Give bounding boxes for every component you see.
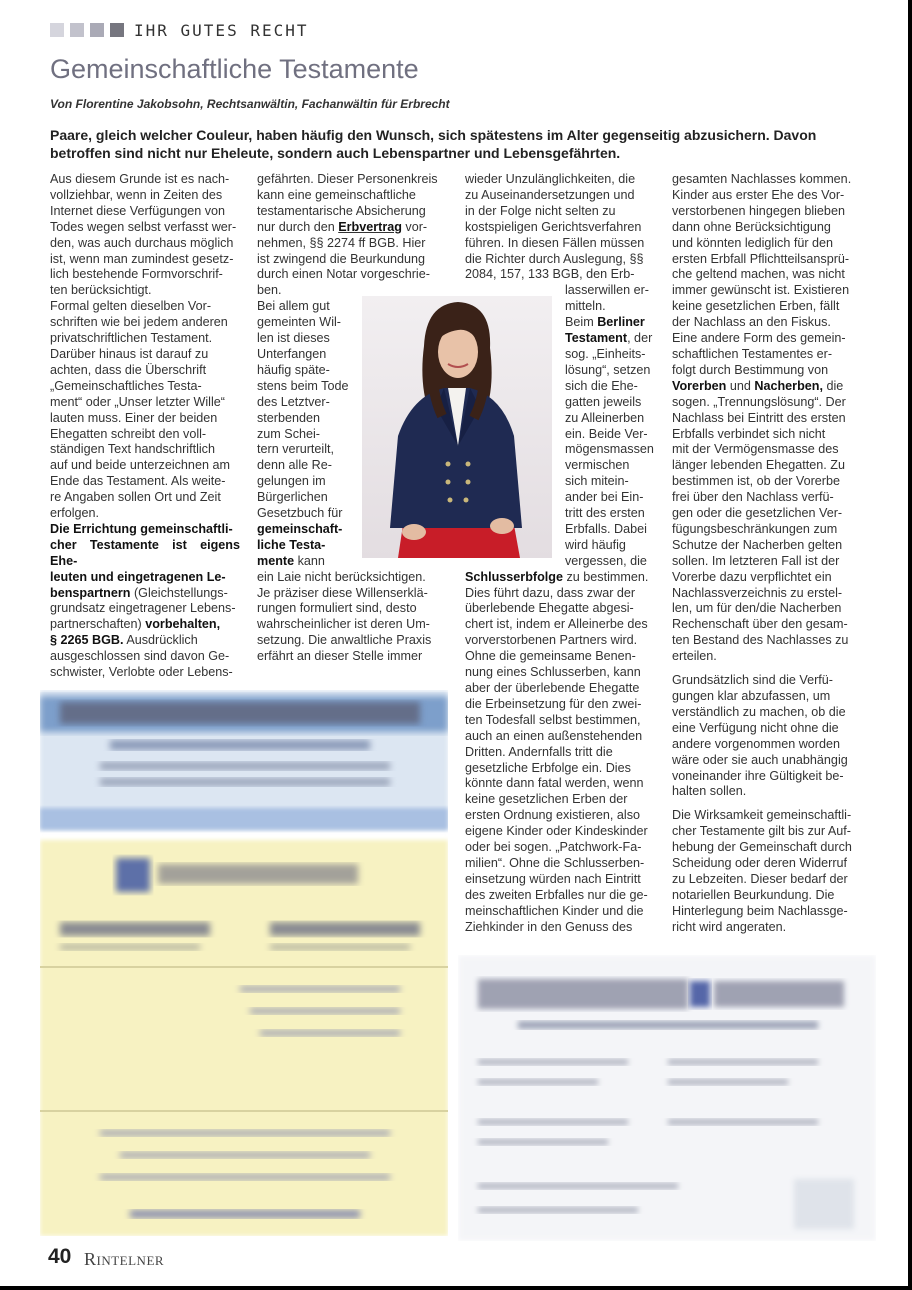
text-line: schriften wie bei jedem anderen: [50, 315, 228, 330]
text-line: len, um für den/die Nacherben: [672, 601, 842, 616]
text-line: nehmen, §§ 2274 ff BGB. Hier: [257, 235, 426, 250]
ad-blocks-illustration: [40, 690, 448, 1236]
text-line: vollziehbar, wenn in Zeiten des: [50, 187, 223, 202]
text-line: Die Wirksamkeit gemeinschaftli-: [672, 808, 852, 823]
text-line: in der Folge nicht selten zu: [465, 203, 616, 218]
text-line: Schutze der Nacherben gelten: [672, 537, 843, 552]
text-line: vorverstorbenen Partners wird.: [465, 633, 638, 648]
text-line: verstorbenen hingegen blieben: [672, 203, 845, 218]
text-line: schaftlichen Testamentes er-: [672, 346, 833, 361]
text-line: keine gesetzlichen Erben der: [465, 792, 628, 807]
paragraph-wrapped-around-photo: [565, 283, 655, 569]
bold-text: Schlusserbfolge: [465, 569, 563, 584]
bold-text: vorbehalten,: [145, 617, 221, 632]
text-line: ersten Ordnung existieren, also: [465, 808, 641, 823]
text-line: frei über den Nachlass verfü-: [672, 490, 834, 505]
text-fragment: , der: [627, 331, 653, 346]
paragraph: [672, 673, 862, 800]
text-line: lasserwillen er-: [565, 283, 649, 298]
text-fragment: Beim: [565, 315, 598, 330]
text-fragment: zu bestimmen.: [562, 569, 649, 584]
text-line: Nachlassverzeichnis zu erstel-: [672, 585, 843, 600]
text-line: mitteln.: [565, 299, 606, 314]
bold-text: § 2265 BGB.: [50, 633, 124, 648]
text-line: der Nachlass an den Fiskus.: [672, 315, 831, 330]
text-line: rungen formuliert sind, desto: [257, 601, 417, 616]
text-line: sich mitein-: [565, 474, 629, 489]
text-line: Grundsätzlich sind die Verfü-: [672, 673, 834, 688]
text-fragment: Ausdrücklich: [123, 633, 198, 648]
text-fragment: [257, 299, 348, 520]
text-line: cher Testamente gilt bis zur Auf-: [672, 824, 851, 839]
text-fragment: [672, 395, 848, 664]
text-line: Kinder aus erster Ehe des Vor-: [672, 187, 845, 202]
text-line: den, was auch durchaus möglich: [50, 235, 234, 250]
rubric-square: [70, 23, 84, 37]
magazine-name: [84, 1249, 164, 1270]
text-line: ausgeschlossen sind davon Ge-: [50, 649, 230, 664]
paragraph: [257, 570, 447, 665]
text-line: tritt des ersten: [565, 506, 645, 521]
text-fragment: [565, 283, 649, 313]
paragraph: [257, 172, 447, 299]
paragraph: [50, 299, 240, 522]
text-line: überlebende Ehegatte abgesi-: [465, 601, 634, 616]
text-line: zu Lebzeiten. Dieser bedarf der: [672, 871, 848, 886]
text-line: sogen. „Trennungslösung“. Der: [672, 394, 846, 409]
text-line: Ehegatten schreibt den voll-: [50, 426, 207, 441]
text-line: ist zwingend die Beurkundung: [257, 251, 426, 266]
text-line: lösung“, setzen: [565, 362, 651, 377]
text-line: Je präziser diese Willenserklä-: [257, 585, 428, 600]
text-line: fügungsbeschränkungen zum: [672, 521, 838, 536]
text-line: zu Auseinandersetzungen und: [465, 187, 635, 202]
text-fragment: kann: [294, 553, 325, 568]
text-line: die Erbeinsetzung für den zwei-: [465, 696, 642, 711]
text-line: gemeinten Wil-: [257, 315, 341, 330]
text-line: eigene Kinder oder Kindeskinder: [465, 824, 648, 839]
text-fragment: nur durch den: [257, 219, 339, 234]
text-line: ander bei Ein-: [565, 490, 644, 505]
erbvertrag-term: Erbvertrag: [338, 219, 402, 234]
text-line: len ist dieses: [257, 331, 330, 346]
magazine-name-rest: INTELNER: [96, 1253, 165, 1268]
text-line: kostspieligen Gerichtsverfahren: [465, 219, 642, 234]
text-line: keine gesetzlichen Erben, fällt: [672, 299, 840, 314]
text-line: auf und beide unterzeichnen am: [50, 458, 230, 473]
text-line: ein Laie nicht berücksichtigen.: [257, 569, 426, 584]
text-line: schwister, Verlobte oder Lebens-: [50, 665, 233, 680]
text-column-4: [672, 172, 862, 936]
text-line: des Letztver-: [257, 394, 330, 409]
text-line: und könnten lediglich für den: [672, 235, 834, 250]
bold-text: mente: [257, 553, 295, 568]
text-line: Formal gelten dieselben Vor-: [50, 299, 212, 314]
text-line: des zweiten Erbfalles nur die ge-: [465, 887, 648, 902]
text-line: wahrscheinlicher ist deren Um-: [257, 617, 430, 632]
text-fragment: [672, 331, 846, 377]
text-line: erfolgen.: [50, 506, 100, 521]
text-line: wieder Unzulänglichkeiten, die: [465, 172, 636, 186]
text-fragment: [257, 236, 430, 298]
text-line: führen. In diesen Fällen müssen: [465, 235, 645, 250]
text-line: gefährten. Dieser Personenkreis: [257, 172, 438, 186]
text-line: che geltend machen, was nicht: [672, 267, 845, 282]
text-line: hebung der Gemeinschaft durch: [672, 840, 852, 855]
text-line: immer gewünscht ist. Existieren: [672, 283, 850, 298]
blurred-advertisement-right: [458, 955, 876, 1241]
text-line: Bei allem gut: [257, 299, 330, 314]
text-line: liche Testa-: [257, 537, 326, 552]
paragraph: [465, 570, 655, 586]
text-line: Aus diesem Grunde ist es nach-: [50, 172, 230, 186]
magazine-name-initial: R: [84, 1249, 97, 1269]
text-line: eine Verfügung nicht ohne die: [672, 720, 839, 735]
text-line: Bürgerlichen: [257, 490, 328, 505]
text-line: lich bestehende Formvorschrif-: [50, 267, 223, 282]
text-line: Darüber hinaus ist darauf zu: [50, 346, 209, 361]
text-fragment: [50, 601, 236, 615]
text-line: sog. „Einheits-: [565, 346, 646, 361]
text-line: voneinander ihre Gültigkeit be-: [672, 768, 844, 783]
text-line: ersten Erbfall Pflichtteilsansprü-: [672, 251, 850, 266]
text-line: Dritten. Andernfalls tritt die: [465, 744, 613, 759]
paragraph-wrapped-around-photo: [257, 299, 349, 569]
text-line: sich die Ehe-: [565, 378, 638, 393]
text-line: erfährt an dieser Stelle immer: [257, 649, 423, 664]
text-line: kann eine gemeinschaftliche: [257, 187, 416, 202]
paragraph: [672, 172, 862, 331]
text-line: ten Bestand des Nachlasses zu: [672, 633, 849, 648]
text-line: andere vorgenommen worden: [672, 736, 841, 751]
text-line: gelungen im: [257, 474, 326, 489]
page-number: 40: [48, 1245, 72, 1268]
text-line: Gesetzbuch für: [257, 506, 343, 521]
text-line: 2084, 157, 133 BGB, den Erb-: [465, 267, 635, 282]
text-line: ten berücksichtigt.: [50, 283, 152, 298]
text-line: durch einen Notar vorgeschrie-: [257, 267, 430, 282]
bold-text: Testament: [565, 331, 628, 346]
text-line: denn alle Re-: [257, 458, 332, 473]
text-line: Vorerbe dazu verpflichtet ein: [672, 569, 832, 584]
bold-text: [257, 522, 342, 552]
text-line: re Angaben sollen Ort und Zeit: [50, 490, 221, 505]
text-line: Erbfalls verbindet sich nicht: [672, 426, 826, 441]
text-fragment: (Gleichstellungs-: [130, 585, 228, 600]
text-line: gesamten Nachlasses kommen.: [672, 172, 852, 186]
text-line: richt wird angeraten.: [672, 919, 787, 934]
paragraph: [465, 586, 655, 936]
text-line: ist, wenn man zumindest gesetz-: [50, 251, 234, 266]
rubric-square: [50, 23, 64, 37]
text-line: häufig späte-: [257, 362, 330, 377]
text-line: Scheidung oder deren Widerruf: [672, 856, 848, 871]
text-line: „Gemeinschaftliches Testa-: [50, 378, 202, 393]
text-line: tern verurteilt,: [257, 442, 334, 457]
paragraph: [672, 808, 862, 935]
text-line: Internet diese Verfügungen von: [50, 203, 226, 218]
text-line: Ende das Testament. Als weite-: [50, 474, 226, 489]
text-line: bestimmen ist, ob der Vorerbe: [672, 474, 840, 489]
text-line: nung eines Schlusserben, kann: [465, 665, 641, 680]
text-line: verständlich zu machen, ob die: [672, 704, 846, 719]
text-line: könnte dann fatal werden, wenn: [465, 776, 644, 791]
text-line: wird häufig: [565, 537, 626, 552]
text-line: länger lebenden Ehegatten. Zu: [672, 458, 845, 473]
article-lead: Paare, gleich welcher Couleur, haben häufig den Wunsch, sich spätestens im Alter gegenseitig abzusichern. Davon betroffen sind nicht nur Eheleute, sondern auch Lebenspartner und Lebensgefährten.: [50, 127, 817, 161]
text-line: chert ist, indem er Alleinerbe des: [465, 617, 648, 632]
text-line: mögensmassen: [565, 442, 654, 457]
text-fragment: [565, 347, 654, 568]
paragraph: [465, 172, 655, 283]
section-rubric: [50, 20, 309, 40]
text-line: Dies führt dazu, dass zwar der: [465, 585, 636, 600]
text-line: Die Errichtung gemeinschaftli-: [50, 521, 233, 536]
text-fragment: partnerschaften): [50, 617, 146, 632]
text-line: Todes wegen selbst verfasst wer-: [50, 219, 237, 234]
paragraph: [50, 172, 240, 299]
text-line: erteilen.: [672, 649, 717, 664]
text-line: die Richter durch Auslegung, §§: [465, 251, 644, 266]
text-line: zu Alleinerben: [565, 410, 645, 425]
text-line: meinschaftlichen Kinder und die: [465, 903, 644, 918]
text-fragment: und: [726, 378, 755, 393]
text-line: vermischen: [565, 458, 630, 473]
text-line: einsetzung würden nach Eintritt: [465, 871, 641, 886]
text-line: privatschriftlichen Testament.: [50, 331, 213, 346]
bold-text: benspartnern: [50, 585, 131, 600]
text-line: halten sollen.: [672, 784, 747, 799]
text-line: grundsatz eingetragener Lebens-: [50, 601, 236, 616]
text-line: mit der Vermögensmasse des: [672, 442, 839, 457]
text-line: zum Schei-: [257, 426, 320, 441]
rubric-square: [90, 23, 104, 37]
text-line: dann ohne Berücksichtigung: [672, 219, 831, 234]
text-line: sterbenden: [257, 410, 321, 425]
text-line: Ohne die gemeinsame Benen-: [465, 649, 636, 664]
text-line: achten, dass die Überschrift: [50, 362, 207, 377]
bold-text: [50, 522, 240, 584]
text-line: setzung. Die anwaltliche Praxis: [257, 633, 432, 648]
text-line: vergessen, die: [565, 553, 647, 568]
text-line: folgt durch Bestimmung von: [672, 362, 829, 377]
text-line: Eine andere Form des gemein-: [672, 331, 846, 346]
ad-block-illustration: [458, 955, 876, 1241]
text-line: gungen klar abzufassen, um: [672, 689, 831, 703]
text-line: gatten jeweils: [565, 394, 642, 409]
text-line: auch an einen außenstehenden: [465, 728, 643, 743]
text-line: milien“. Ohne die Schlusserben-: [465, 855, 645, 870]
bold-text: Berliner: [597, 315, 645, 330]
rubric-label: IHR GUTES RECHT: [134, 20, 309, 40]
text-fragment: [257, 172, 438, 218]
bold-text: Vorerben: [672, 378, 727, 393]
bold-text: Nacherben,: [754, 378, 823, 393]
text-line: Erbfalls. Dabei: [565, 521, 647, 536]
text-line: Rechenschaft über den gesam-: [672, 617, 848, 632]
text-line: gemeinschaft-: [257, 521, 343, 536]
text-line: Nachlass bei Eintritt des ersten: [672, 410, 846, 425]
text-line: gesetzliche Erbfolge ein. Dies: [465, 760, 631, 775]
text-line: Ziehkinder in den Genuss des: [465, 919, 633, 934]
text-line: lauten muss. Einer der beiden: [50, 410, 218, 425]
portrait-illustration: [362, 296, 552, 558]
text-line: ständigen Text handschriftlich: [50, 442, 215, 457]
author-portrait-photo: [362, 296, 552, 558]
text-fragment: die: [822, 378, 844, 393]
rubric-square: [110, 23, 124, 37]
text-line: ben.: [257, 283, 282, 298]
text-fragment: vor-: [401, 219, 428, 234]
text-line: Hinterlegung beim Nachlassge-: [672, 903, 848, 918]
text-line: aber der überlebende Ehegatte: [465, 681, 640, 695]
text-line: oder bei sogen. „Patchwork-Fa-: [465, 840, 642, 855]
text-fragment: [50, 649, 233, 679]
text-line: Unterfangen: [257, 346, 327, 361]
article-byline: Von Florentine Jakobsohn, Rechtsanwältin, Fachanwältin für Erbrecht: [50, 97, 450, 111]
text-line: stens beim Tode: [257, 378, 349, 393]
text-line: wäre oder sie auch unabhängig: [672, 752, 848, 767]
text-line: ein. Beide Ver-: [565, 426, 648, 441]
text-line: testamentarische Absicherung: [257, 203, 426, 218]
text-line: cher Testamente ist eigens Ehe-: [50, 537, 240, 568]
text-line: ment“ oder „Unser letzter Wille“: [50, 394, 225, 409]
paragraph: [672, 331, 862, 665]
text-line: sollen. Im letzteren Fall ist der: [672, 553, 840, 568]
text-column-1: [50, 172, 240, 681]
paragraph: [50, 522, 240, 681]
text-line: leuten und eingetragenen Le-: [50, 569, 226, 584]
text-line: ten Todesfall selbst bestimmen,: [465, 712, 641, 727]
text-line: notariellen Beurkundung. Die: [672, 887, 835, 902]
text-line: gen oder die gesetzlichen Ver-: [672, 506, 843, 521]
blurred-advertisements-left: [40, 690, 448, 1236]
article-title: Gemeinschaftliche Testamente: [50, 54, 419, 84]
